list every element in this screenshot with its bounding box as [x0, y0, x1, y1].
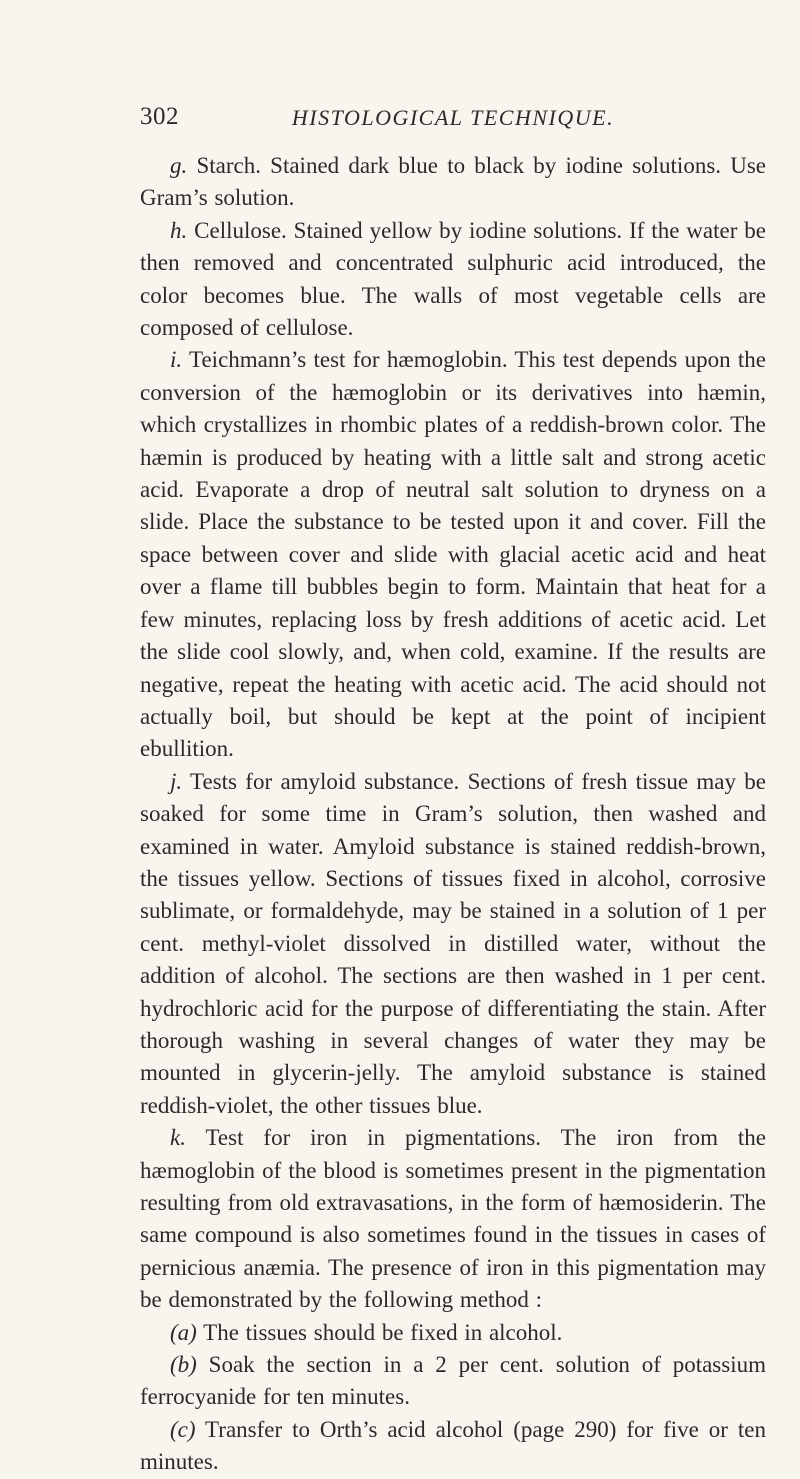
paragraph-g-starch [140, 150, 766, 215]
paragraph-text: The tissues should be fixed in alcohol. [196, 1319, 563, 1345]
running-title: HISTOLOGICAL TECHNIQUE. [291, 105, 615, 130]
item-label: (a) [170, 1319, 197, 1345]
item-label: (c) [170, 1416, 196, 1442]
paragraph-text: Transfer to Orth’s acid alcohol (page 290) for five or ten minutes. [140, 1416, 766, 1475]
page-number: 302 [140, 103, 179, 130]
paragraph-j-amyloid-tests [140, 766, 766, 1122]
paragraph-k-iron-test [140, 1122, 766, 1316]
item-label: i. [170, 347, 183, 373]
paragraph-text: Test for iron in pigmentations. The iron from the hæmoglobin of the blood is sometimes present in the pigmentation resulting from old extravasations, in the form of hæmosiderin. The same compound is also sometimes found in the tissues in cases of pernicious anæmia. The presence of iron in this pigmentation may be demonstrated by the following method : [140, 1125, 766, 1313]
paragraph-text: Tests for amyloid substance. Sections of fresh tissue may be soaked for some time in Gram’s solution, then washed and examined in water. Amyloid substance is stained reddish-brown, the tissues yellow. Sections of tissues fixed in alcohol, corrosive sublimate, or formaldehyde, may be stained in a solution of 1 per cent. methyl-violet dissolved in distilled water, without the addition of alcohol. The sections are then washed in 1 per cent. hydrochloric acid for the purpose of differentiating the stain. After thorough washing in several changes of water they may be mounted in glycerin-jelly. The amyloid substance is stained reddish-violet, the other tissues blue. [140, 768, 766, 1118]
step-c [140, 1414, 766, 1479]
paragraph-text: Teichmann’s test for hæmoglobin. This test depends upon the conversion of the hæmoglobin or its derivatives into hæmin, which crystallizes in rhombic plates of a reddish-brown color. The hæmin is produced by heating with a little salt and strong acetic acid. Evaporate a drop of neutral salt solution to dryness on a slide. Place the substance to be tested upon it and cover. Fill the space between cover and slide with glacial acetic acid and heat over a flame till bubbles begin to form. Maintain that heat for a few minutes, replacing loss by fresh additions of acetic acid. Let the slide cool slowly, and, when cold, examine. If the results are negative, repeat the heating with acetic acid. The acid should not actually boil, but should be kept at the point of incipient ebullition. [140, 347, 766, 762]
item-label: j. [170, 768, 183, 794]
paragraph-text: Cellulose. Stained yellow by iodine solutions. If the water be then removed and concentrated sulphuric acid introduced, the color becomes blue. The walls of most vegetable cells are composed of cellulose. [140, 217, 766, 341]
paragraph-text: Soak the section in a 2 per cent. solution of potassium ferrocyanide for ten minutes. [140, 1352, 766, 1410]
step-b [140, 1349, 766, 1414]
running-head [140, 103, 766, 143]
step-a [140, 1317, 766, 1349]
item-label: k. [170, 1125, 186, 1151]
paragraph-h-cellulose [140, 215, 766, 345]
item-label: g. [170, 153, 188, 178]
body-text [140, 150, 766, 1479]
item-label: h. [170, 217, 188, 243]
paragraph-i-teichmann-test [140, 344, 766, 765]
item-label: (b) [170, 1352, 197, 1378]
paragraph-text: Starch. Stained dark blue to black by iodine solutions. Use Gram’s solution. [140, 153, 766, 211]
